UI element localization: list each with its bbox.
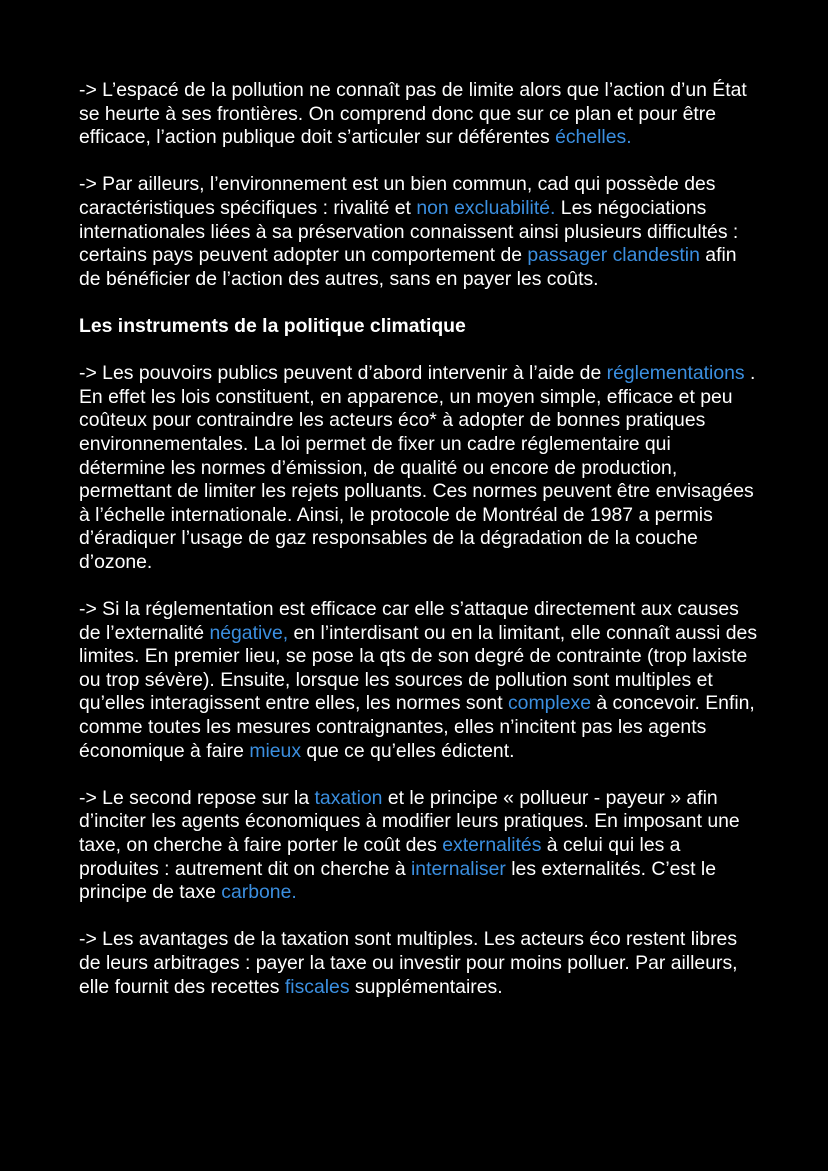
highlight-term: complexe bbox=[507, 692, 591, 715]
text-run: les externalités. C’est le principe de taxe bbox=[79, 857, 716, 904]
text-run: et le principe « pollueur - payeur » afin d’inciter les agents économiques à modifier leurs pratiques. En imposant une taxe, on cherche à faire porter le coût des bbox=[79, 786, 740, 856]
text-run: -> Par ailleurs, l’environnement est un bien commun, cad qui possède des caractéristiques spécifiques : rivalité et bbox=[79, 173, 716, 219]
highlight-term: échelles. bbox=[555, 126, 632, 149]
text-run: -> Si la réglementation est efficace car elle s’attaque directement aux causes de l’externalité bbox=[79, 598, 739, 644]
text-run: que ce qu’elles édictent. bbox=[301, 739, 515, 762]
section-heading: Les instruments de la politique climatique bbox=[79, 314, 466, 337]
text-run: en l’interdisant ou en la limitant, elle connaît aussi des limites. En premier lieu, se pose la qts de son degré de contrainte (trop laxiste ou trop sévère). Ensuite, lorsque les sources de pollution sont multiples et qu’elles interagissent entre elles, les normes sont bbox=[79, 621, 758, 715]
highlight-term: non excluabilité. bbox=[416, 196, 556, 219]
text-run: . En effet les lois constituent, en apparence, un moyen simple, efficace et peu coûteux pour contraindre les acteurs éco* à adopter de bonnes pratiques environnementales. La loi permet de fixer un cadre réglementaire qui détermine les normes d’émission, de qualité ou encore de production, permettant de limiter les rejets polluants. Ces normes peuvent être envisagées à l’échelle internationale. Ainsi, le protocole de Montréal de 1987 a permis d’éradiquer l’usage de gaz responsables de la dégradation de la couche d’ozone. bbox=[79, 362, 756, 573]
text-run: -> Le second repose sur la bbox=[79, 786, 315, 809]
text-run: à concevoir. Enfin, comme toutes les mesures contraignantes, elles n’incitent pas les agents économique à faire bbox=[79, 692, 755, 762]
highlight-term: taxation bbox=[314, 786, 383, 809]
text-run: Les négociations internationales liées à sa préservation connaissent ainsi plusieurs difficultés : certains pays peuvent adopter un comportement de bbox=[79, 196, 739, 267]
highlight-term: carbone. bbox=[221, 881, 297, 904]
highlight-term: mieux bbox=[249, 739, 302, 762]
text-run: à celui qui les a produites : autrement dit on cherche à bbox=[79, 834, 681, 880]
highlight-term: négative, bbox=[209, 621, 289, 644]
paragraph-regulations bbox=[79, 362, 759, 574]
paragraph-regulation-limits bbox=[79, 598, 759, 763]
text-run: -> Les pouvoirs publics peuvent d’abord intervenir à l’aide de bbox=[79, 362, 607, 385]
text-run: supplémentaires. bbox=[349, 975, 503, 998]
highlight-term: internaliser bbox=[411, 857, 506, 880]
text-run: afin de bénéficier de l’action des autres, sans en payer les coûts. bbox=[79, 244, 737, 290]
text-run: -> Les avantages de la taxation sont multiples. Les acteurs éco restent libres de leurs arbitrages : payer la taxe ou investir pour moins polluer. Par ailleurs, elle fournit des recettes bbox=[79, 928, 738, 998]
document-page bbox=[79, 79, 759, 1023]
highlight-term: réglementations bbox=[606, 362, 745, 385]
paragraph-taxation bbox=[79, 787, 759, 905]
paragraph-pollution-scale bbox=[79, 79, 759, 150]
highlight-term: passager clandestin bbox=[527, 244, 700, 267]
text-run: -> L’espacé de la pollution ne connaît pas de limite alors que l’action d’un État se heurte à ses frontières. On comprend donc que sur ce plan et pour être efficace, l’action publique doit s’articuler sur déférentes bbox=[79, 79, 747, 149]
highlight-term: externalités bbox=[442, 834, 542, 856]
paragraph-taxation-advantages bbox=[79, 928, 759, 999]
highlight-term: fiscales bbox=[284, 975, 350, 998]
paragraph-common-good bbox=[79, 173, 759, 291]
